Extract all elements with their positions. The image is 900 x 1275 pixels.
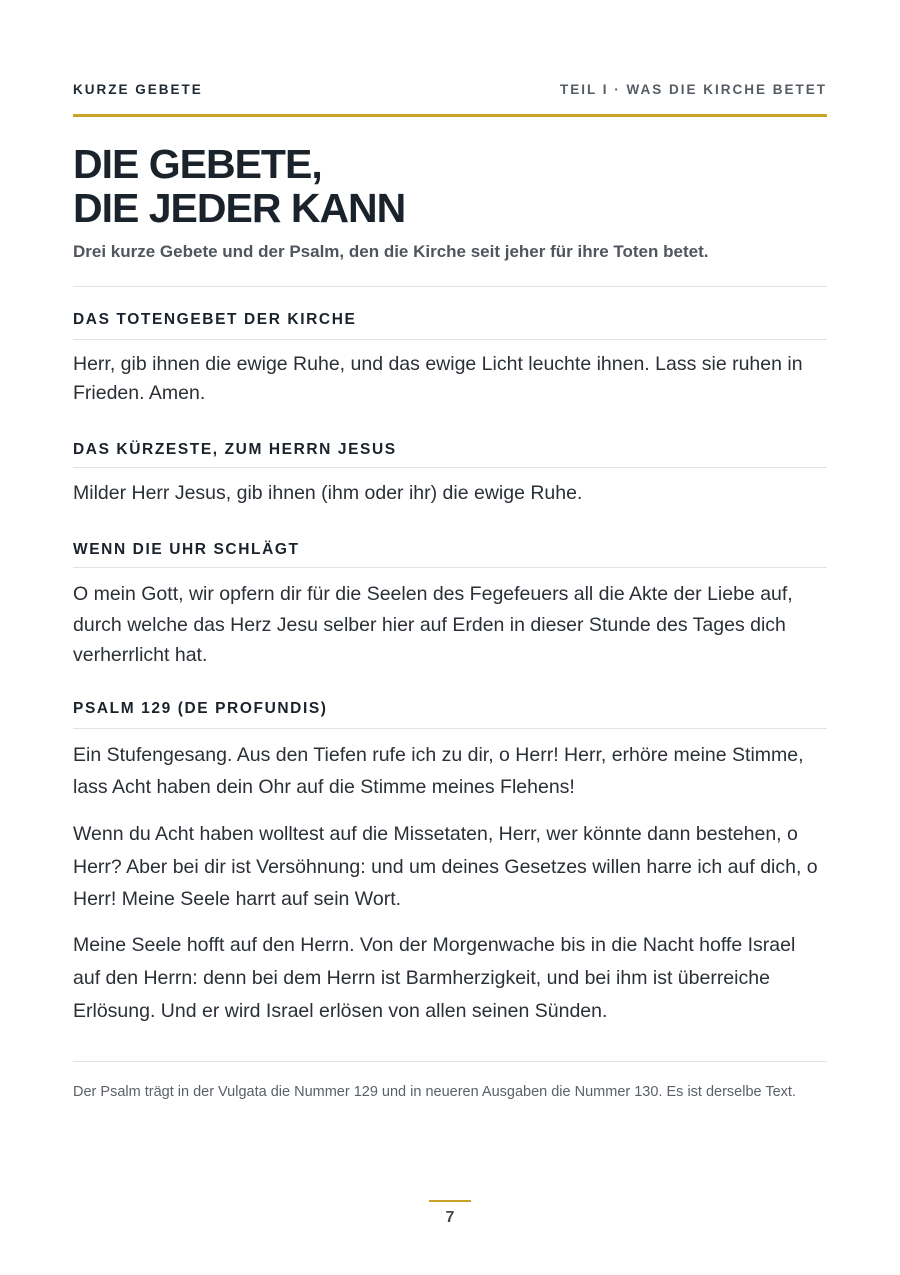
header-accent-rule: [73, 114, 827, 117]
section-divider-uhr: [73, 567, 827, 568]
section-heading-totengebet: DAS TOTENGEBET DER KIRCHE: [73, 311, 357, 328]
page-title-line-2: DIE JEDER KANN: [73, 185, 406, 231]
prayer-totengebet: Herr, gib ihnen die ewige Ruhe, und das ewige Licht leuchte ihnen. Lass sie ruhen in Frieden. Amen.: [73, 353, 803, 404]
page-footer: [429, 1200, 471, 1227]
section-heading-psalm: PSALM 129 (DE PROFUNDIS): [73, 700, 328, 717]
section-heading-uhr: WENN DIE UHR SCHLÄGT: [73, 541, 300, 558]
page-title-line-1: DIE GEBETE,: [73, 141, 322, 187]
document-page: [73, 0, 827, 1275]
footnote: Der Psalm trägt in der Vulgata die Nummer 129 und in neueren Ausgaben die Nummer 130. Es ist derselbe Text.: [73, 1084, 796, 1100]
prayer-uhr: O mein Gott, wir opfern dir für die Seelen des Fegefeuers all die Akte der Liebe auf, durch welche das Herz Jesu selber hier auf Erden in dieser Stunde des Tages dich verherrlicht hat.: [73, 583, 793, 666]
subtitle-divider: [73, 286, 827, 287]
running-header: [73, 80, 827, 98]
section-divider-totengebet: [73, 339, 827, 340]
section-divider-psalm: [73, 728, 827, 729]
page-subtitle: Drei kurze Gebete und der Psalm, den die Kirche seit jeher für ihre Toten betet.: [73, 242, 709, 261]
page-title: [73, 142, 827, 230]
running-header-left: KURZE GEBETE: [73, 81, 203, 97]
running-header-right: TEIL I · WAS DIE KIRCHE BETET: [559, 81, 827, 97]
psalm-paragraph-3: Meine Seele hofft auf den Herrn. Von der Morgenwache bis in die Nacht hoffe Israel auf den Herrn: denn bei dem Herrn ist Barmherzigkeit, und bei ihm ist überreiche Erlösung. Und er wird Israel erlösen von allen seinen Sünden.: [73, 934, 796, 1022]
section-divider-kuerzeste: [73, 467, 827, 468]
page-number: 7: [445, 1209, 455, 1226]
psalm-paragraph-1: Ein Stufengesang. Aus den Tiefen rufe ich zu dir, o Herr! Herr, erhöre meine Stimme, lass Acht haben dein Ohr auf die Stimme meines Flehens!: [73, 744, 804, 798]
section-heading-kuerzeste: DAS KÜRZESTE, ZUM HERRN JESUS: [73, 441, 397, 458]
footnote-divider: [73, 1061, 827, 1062]
prayer-kuerzeste: Milder Herr Jesus, gib ihnen (ihm oder ihr) die ewige Ruhe.: [73, 482, 583, 504]
psalm-paragraph-2: Wenn du Acht haben wolltest auf die Missetaten, Herr, wer könnte dann bestehen, o Herr? Aber bei dir ist Versöhnung: und um deines Gesetzes willen harre ich auf dich, o Herr! Meine Seele harrt auf sein Wort.: [73, 823, 818, 910]
page-number-accent-rule: [429, 1200, 471, 1202]
